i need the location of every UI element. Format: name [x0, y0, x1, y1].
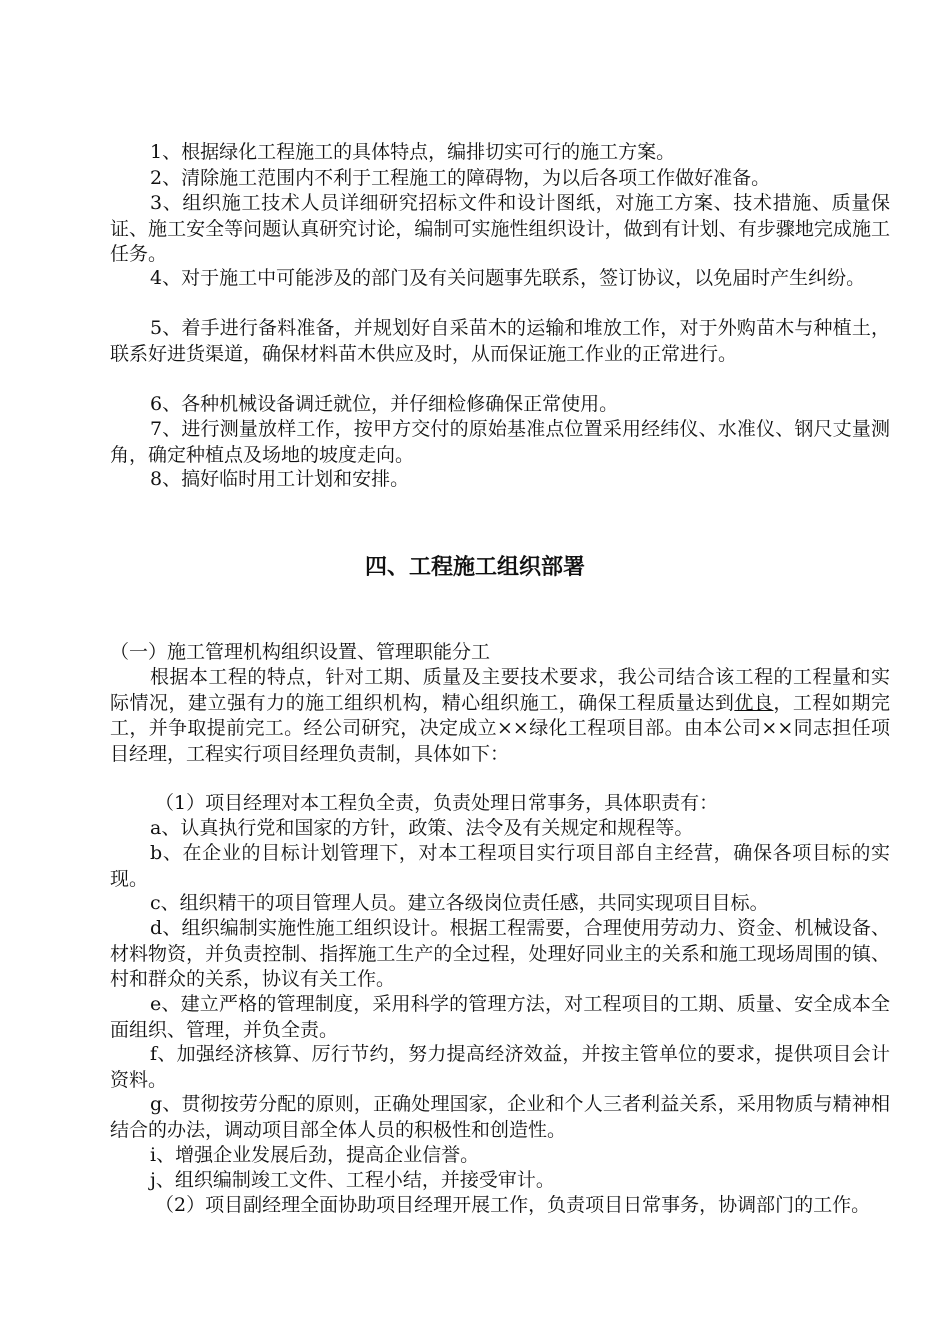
subsection-title: （一）施工管理机构组织设置、管理职能分工: [110, 641, 491, 663]
quality-grade-underlined: 优良: [734, 691, 774, 714]
manager-duties-title: （1）项目经理对本工程负全责，负责处理日常事务，具体职责有：: [155, 792, 719, 814]
duty-c: c、组织精干的项目管理人员。建立各级岗位责任感，共同实现项目目标。: [150, 892, 769, 914]
prep-item-8: 8、搞好临时用工计划和安排。: [150, 468, 410, 490]
prep-item-1: 1、根据绿化工程施工的具体特点，编排切实可行的施工方案。: [150, 141, 676, 163]
duty-g: g、贯彻按劳分配的原则，正确处理国家，企业和个人三者利益关系，采用物质与精神相结合的办法，调动项目部全体人员的积极性和创造性。: [110, 1093, 890, 1141]
duty-i: i、增强企业发展后劲，提高企业信誉。: [150, 1144, 480, 1166]
prep-item-5: 5、着手进行备料准备，并规划好自采苗木的运输和堆放工作，对于外购苗木与种植土，联系好进货渠道，确保材料苗木供应及时，从而保证施工作业的正常进行。: [110, 317, 890, 365]
prep-item-4: 4、对于施工中可能涉及的部门及有关问题事先联系，签订协议，以免届时产生纠纷。: [150, 267, 866, 289]
intro-text-part1: 根据本工程的特点，针对工期、质量及主要技术要求，我公司结合该工程的工程量和实际情况，建立强有力的施工组织机构，精心组织施工，确保工程质量达到: [110, 666, 890, 714]
duty-b: b、在企业的目标计划管理下，对本工程项目实行项目部自主经营，确保各项目标的实现。: [110, 842, 890, 890]
duty-d: d、组织编制实施性施工组织设计。根据工程需要，合理使用劳动力、资金、机械设备、材料物资，并负责控制、指挥施工生产的全过程，处理好同业主的关系和施工现场周围的镇、村和群众的关系，协议有关工作。: [110, 917, 890, 990]
duty-a: a、认真执行党和国家的方针，政策、法令及有关规定和规程等。: [150, 817, 694, 839]
prep-item-3: 3、组织施工技术人员详细研究招标文件和设计图纸，对施工方案、技术措施、质量保证、施工安全等问题认真研究讨论，编制可实施性组织设计，做到有计划、有步骤地完成施工任务。: [110, 192, 890, 265]
prep-item-2: 2、清除施工范围内不利于工程施工的障碍物，为以后各项工作做好准备。: [150, 167, 771, 189]
duty-e: e、建立严格的管理制度，采用科学的管理方法，对工程项目的工期、质量、安全成本全面组织、管理，并负全责。: [110, 993, 890, 1041]
duty-f: f、加强经济核算、厉行节约，努力提高经济效益，并按主管单位的要求，提供项目会计资料。: [110, 1043, 890, 1091]
intro-paragraph: [110, 665, 890, 767]
prep-item-6: 6、各种机械设备调迁就位，并仔细检修确保正常使用。: [150, 393, 619, 415]
deputy-manager-text: （2）项目副经理全面协助项目经理开展工作，负责项目日常事务，协调部门的工作。: [155, 1194, 871, 1216]
section-heading: 四、工程施工组织部署: [364, 555, 585, 580]
intro-text-part2: ，工程如期完工，并争取提前完工。经公司研究，决定成立××绿化工程项目部。由本公司××同志担任项目经理，工程实行项目经理负责制，具体如下：: [110, 691, 890, 765]
duty-j: j、组织编制竣工文件、工程小结，并接受审计。: [150, 1169, 555, 1191]
prep-item-7: 7、进行测量放样工作，按甲方交付的原始基准点位置采用经纬仪、水准仪、钢尺丈量测角，确定种植点及场地的坡度走向。: [110, 418, 890, 466]
